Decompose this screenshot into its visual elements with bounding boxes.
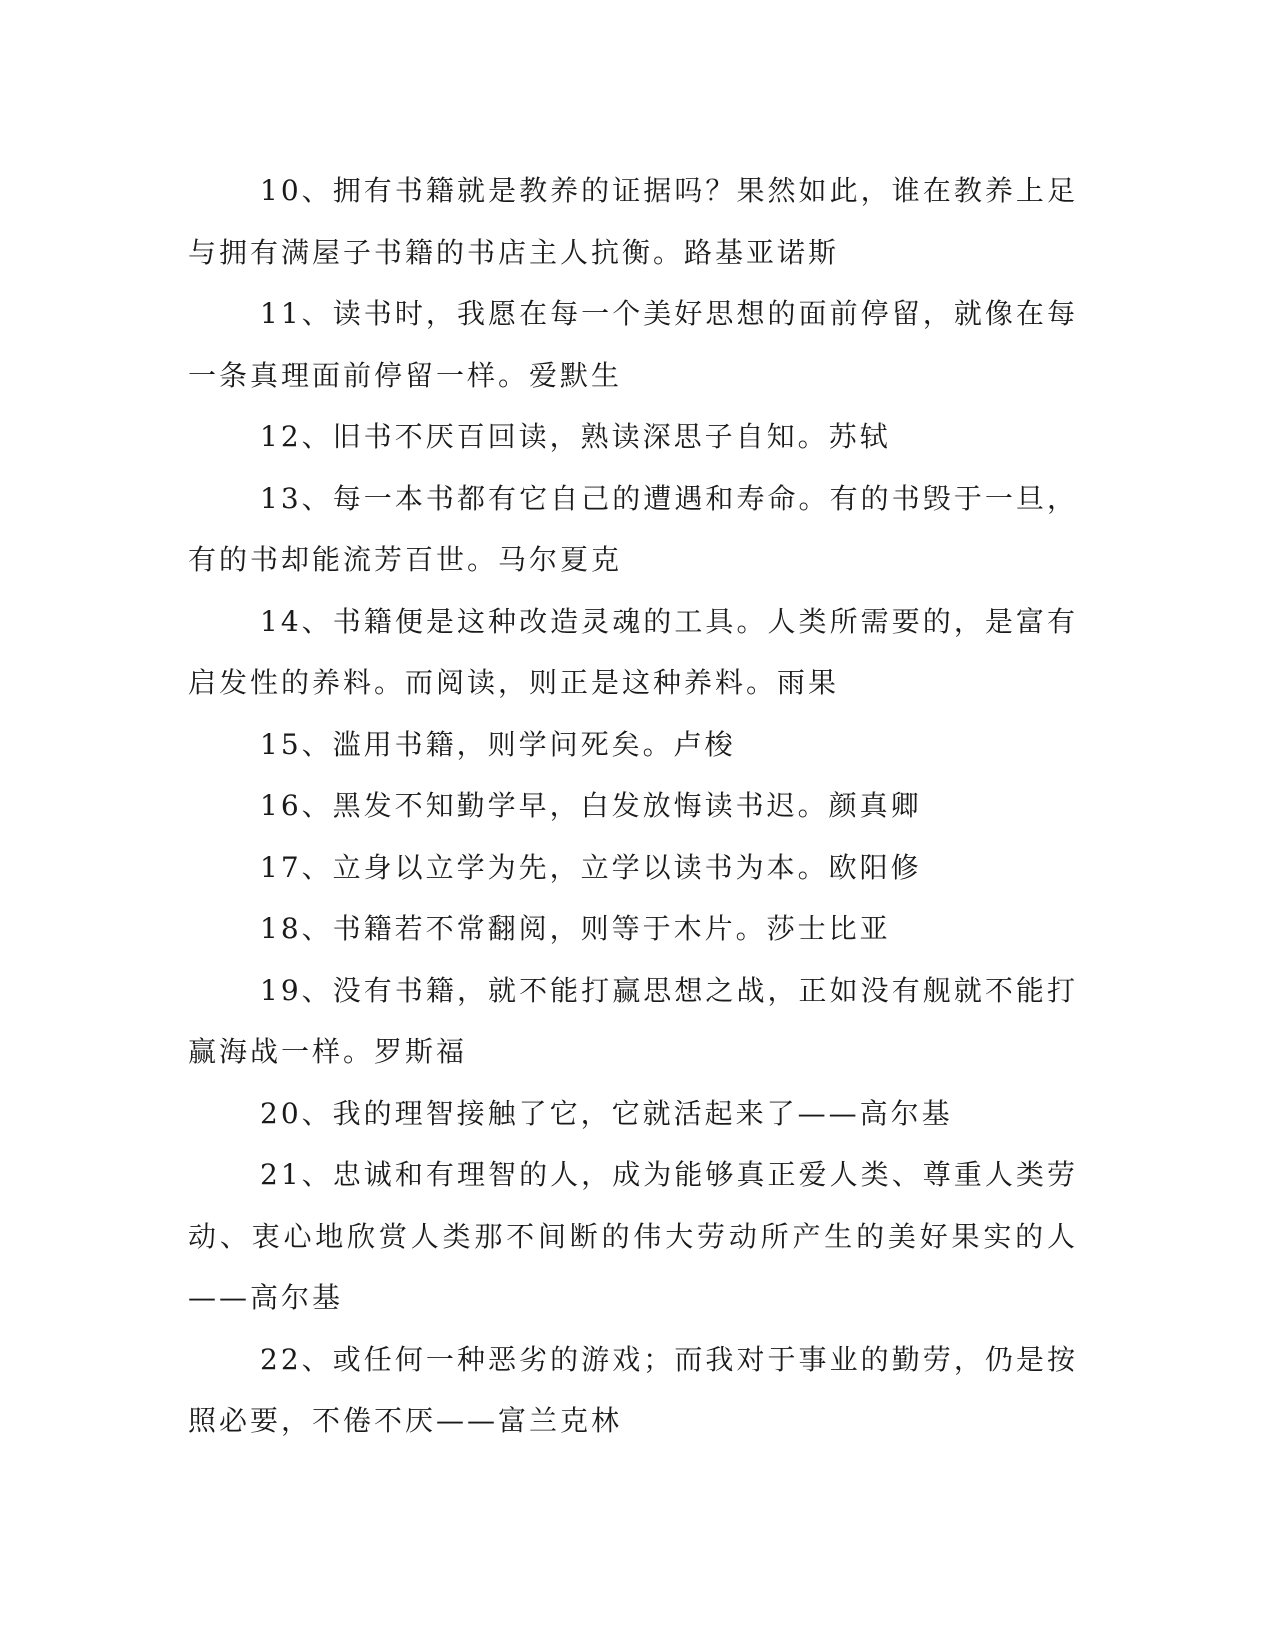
quote-item: 19、没有书籍，就不能打赢思想之战，正如没有舰就不能打赢海战一样。罗斯福 bbox=[188, 973, 1078, 1068]
quote-item: 13、每一本书都有它自己的遭遇和寿命。有的书毁于一旦，有的书却能流芳百世。马尔夏克 bbox=[188, 481, 1078, 576]
quote-item: 21、忠诚和有理智的人，成为能够真正爱人类、尊重人类劳动、衷心地欣赏人类那不间断的伟大劳动所产生的美好果实的人——高尔基 bbox=[188, 1158, 1078, 1314]
quote-item: 12、旧书不厌百回读，熟读深思子自知。苏轼 bbox=[260, 420, 891, 453]
quote-item: 10、拥有书籍就是教养的证据吗？果然如此，谁在教养上足与拥有满屋子书籍的书店主人抗衡。路基亚诺斯 bbox=[188, 174, 1078, 269]
quote-item: 11、读书时，我愿在每一个美好思想的面前停留，就像在每一条真理面前停留一样。爱默生 bbox=[188, 297, 1078, 392]
quote-item: 20、我的理智接触了它，它就活起来了——高尔基 bbox=[260, 1096, 953, 1130]
quote-item: 22、或任何一种恶劣的游戏；而我对于事业的勤劳，仍是按照必要，不倦不厌——富兰克林 bbox=[188, 1342, 1078, 1437]
quote-item: 17、立身以立学为先，立学以读书为本。欧阳修 bbox=[260, 850, 922, 884]
quote-item: 14、书籍便是这种改造灵魂的工具。人类所需要的，是富有启发性的养料。而阅读，则正是这种养料。雨果 bbox=[188, 604, 1078, 699]
quote-item: 18、书籍若不常翻阅，则等于木片。莎士比亚 bbox=[260, 912, 891, 945]
quote-item: 16、黑发不知勤学早，白发放悔读书迟。颜真卿 bbox=[260, 789, 922, 822]
quote-item: 15、滥用书籍，则学问死矣。卢梭 bbox=[260, 727, 736, 761]
quote-list bbox=[188, 160, 1078, 1452]
